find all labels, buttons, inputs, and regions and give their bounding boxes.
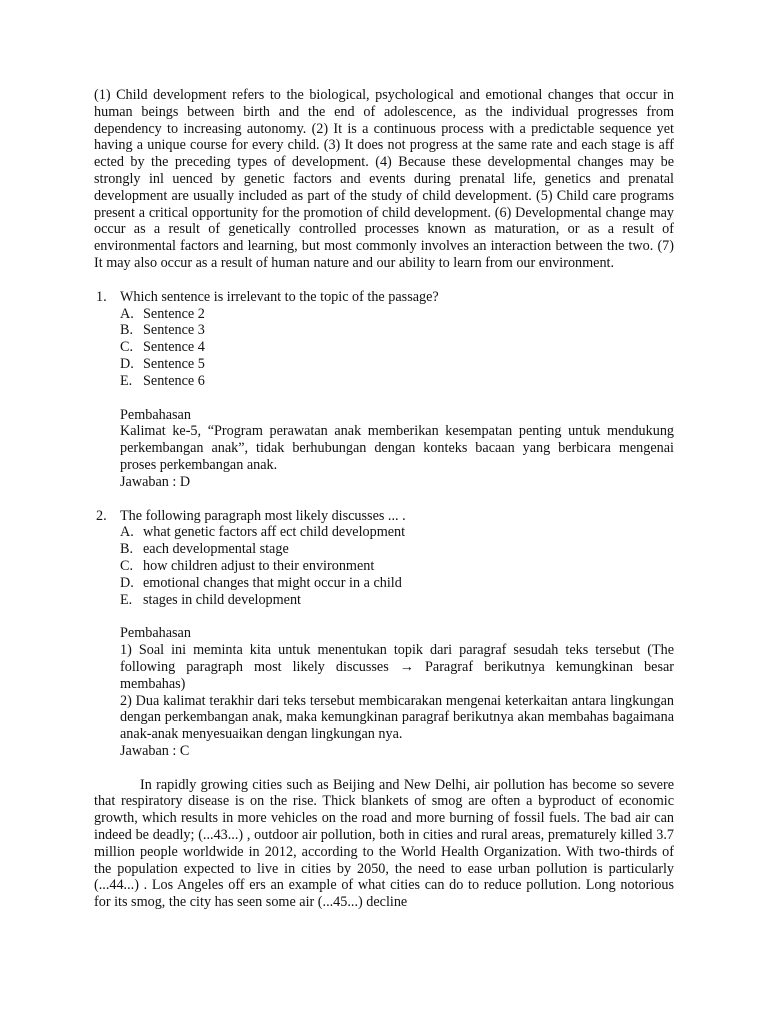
question-text: The following paragraph most likely discusses ... .: [120, 507, 406, 524]
option-letter: B.: [120, 541, 134, 558]
passage-child-development: (1) Child development refers to the biological, psychological and emotional changes that occur in human beings between birth and the end of adolescence, as the individual progresses from dependency to increasing autonomy. (2) It is a continuous process with a predictable sequence yet having a unique course for every child. (3) It does not progress at the same rate and each stage is aff ected by the preceding types of development. (4) Because these developmental changes may be strongly inl uenced by genetic factors and events during prenatal life, genetics and prenatal development are usually included as part of the study of child development. (5) Child care programs present a critical opportunity for the promotion of child development. (6) Developmental change may occur as a result of genetically controlled processes known as maturation, or as a result of environmental factors and learning, but most commonly involves an interaction between the two. (7) It may also occur as a result of human nature and our ability to learn from our environment.: [94, 87, 674, 271]
question-1: [94, 289, 674, 491]
question-2: [94, 508, 674, 760]
option-text: Sentence 2: [143, 305, 205, 322]
option-text: emotional changes that might occur in a child: [143, 574, 402, 591]
option-letter: D.: [120, 355, 134, 372]
option-letter: E.: [120, 591, 133, 608]
option-text: Sentence 6: [143, 372, 205, 389]
answer-text: Jawaban : C: [120, 742, 190, 759]
question-number: 2.: [96, 507, 107, 524]
discussion-text: Kalimat ke-5, “Program perawatan anak memberikan kesempatan penting untuk mendukung perkembangan anak”, tidak berhubungan dengan konteks bacaan yang berbicara mengenai proses perkembangan anak.: [120, 423, 674, 473]
spacer: [94, 760, 674, 777]
option-letter: E.: [120, 372, 133, 389]
spacer: [120, 390, 674, 407]
option-letter: D.: [120, 574, 134, 591]
answer-text: Jawaban : D: [120, 473, 191, 490]
option-text: what genetic factors aff ect child development: [143, 524, 406, 541]
question-text: Which sentence is irrelevant to the topic of the passage?: [120, 288, 439, 305]
option-letter: B.: [120, 322, 134, 339]
option-d: [120, 575, 674, 592]
discussion-point-1: 1) Soal ini meminta kita untuk menentukan topik dari paragraf sesudah teks tersebut (The following paragraph most likely discusses → Paragraf berikutnya kemungkinan besar membahas): [120, 642, 674, 692]
discussion-heading: Pembahasan: [120, 406, 191, 423]
option-text: Sentence 5: [143, 355, 205, 372]
discussion-point-2: 2) Dua kalimat terakhir dari teks tersebut membicarakan mengenai keterkaitan antara lingkungan dengan perkembangan anak, maka kemungkinan paragraf berikutnya akan membahas bagaimana anak-anak menyesuaikan dengan lingkungan nya.: [120, 692, 674, 743]
spacer: [120, 608, 674, 625]
document-page: [94, 87, 674, 911]
option-e: [120, 592, 674, 609]
option-text: Sentence 3: [143, 322, 205, 339]
option-text: each developmental stage: [143, 541, 289, 558]
option-a: [120, 306, 674, 323]
discussion-heading: Pembahasan: [120, 625, 191, 642]
option-text: stages in child development: [143, 591, 301, 608]
option-letter: C.: [120, 557, 134, 574]
option-letter: A.: [120, 305, 134, 322]
passage-air-pollution: In rapidly growing cities such as Beijing and New Delhi, air pollution has become so severe that respiratory disease is on the rise. Thick blankets of smog are often a byproduct of economic growth, which results in more vehicles on the road and more burning of fossil fuels. The bad air can indeed be deadly; (...43...) , outdoor air pollution, both in cities and rural areas, prematurely killed 3.7 million people worldwide in 2012, according to the World Health Organization. With two-thirds of the population expected to live in cities by 2050, the need to ease urban pollution is particularly (...44...) . Los Angeles off ers an example of what cities can do to reduce pollution. Long notorious for its smog, the city has seen some air (...45...) decline: [94, 776, 674, 911]
option-d: [120, 356, 674, 373]
option-b: [120, 322, 674, 339]
option-e: [120, 373, 674, 390]
option-letter: A.: [120, 524, 134, 541]
question-number: 1.: [96, 288, 107, 305]
option-c: [120, 339, 674, 356]
option-a: [120, 524, 674, 541]
option-text: Sentence 4: [143, 339, 205, 356]
spacer: [94, 491, 674, 508]
spacer: [94, 272, 674, 289]
option-letter: C.: [120, 339, 134, 356]
option-c: [120, 558, 674, 575]
option-b: [120, 541, 674, 558]
option-text: how children adjust to their environment: [143, 557, 375, 574]
